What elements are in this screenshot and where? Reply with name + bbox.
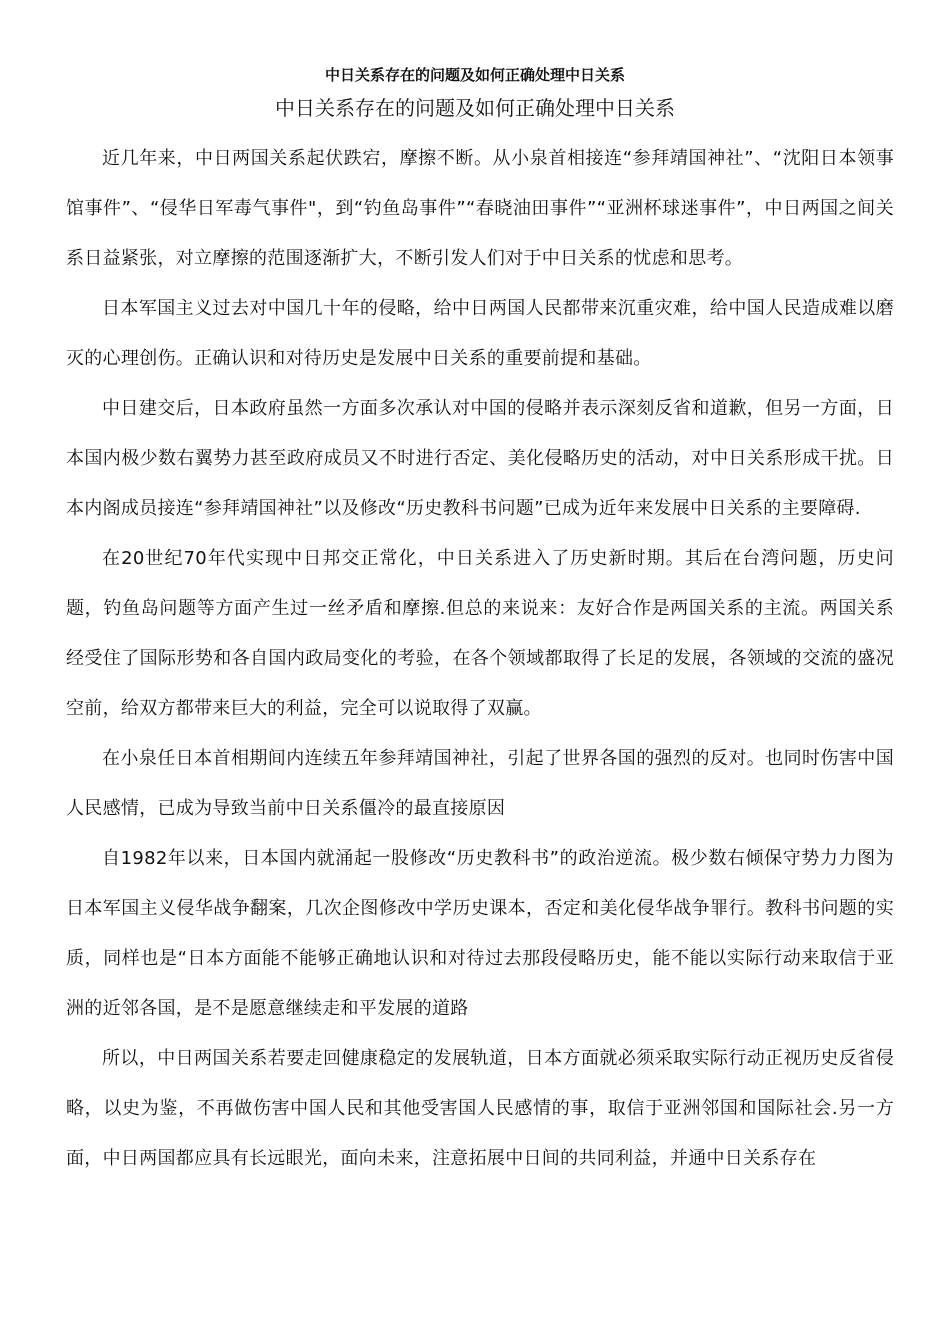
paragraph: 所以，中日两国关系若要走回健康稳定的发展轨道，日本方面就必须采取实际行动正视历史反省侵略，以史为鉴，不再做伤害中国人民和其他受害国人民感情的事，取信于亚洲邻国和国际社会.另一方面，中日两国都应具有长远眼光，面向未来，注意拓展中日间的共同利益，并通中日关系存在 <box>66 1048 894 1169</box>
document-body <box>66 134 894 1184</box>
document-title: 中日关系存在的问题及如何正确处理中日关系 <box>275 96 675 120</box>
paragraph: 近几年来，中日两国关系起伏跌宕，摩擦不断。从小泉首相接连“参拜靖国神社”、“沈阳日本领事馆事件”、“侵华日军毒气事件"，到“钓鱼岛事件”“春晓油田事件”“亚洲杯球迷事件”，中日两国之间关系日益紧张，对立摩擦的范围逐渐扩大，不断引发人们对于中日关系的忧虑和思考。 <box>66 148 894 269</box>
document-header: 中日关系存在的问题及如何正确处理中日关系 <box>324 66 625 84</box>
paragraph: 中日建交后，日本政府虽然一方面多次承认对中国的侵略并表示深刻反省和道歉，但另一方面，日本国内极少数右翼势力甚至政府成员又不时进行否定、美化侵略历史的活动，对中日关系形成干扰。日本内阁成员接连“参拜靖国神社”以及修改“历史教科书问题”已成为近年来发展中日关系的主要障碍. <box>66 398 894 519</box>
paragraph: 在20世纪70年代实现中日邦交正常化，中日关系进入了历史新时期。其后在台湾问题，历史问题，钓鱼岛问题等方面产生过一丝矛盾和摩擦.但总的来说来：友好合作是两国关系的主流。两国关系经受住了国际形势和各自国内政局变化的考验，在各个领域都取得了长足的发展，各领域的交流的盛况空前，给双方都带来巨大的利益，完全可以说取得了双赢。 <box>66 548 894 719</box>
paragraph: 自1982年以来，日本国内就涌起一股修改“历史教科书”的政治逆流。极少数右倾保守势力力图为日本军国主义侵华战争翻案，几次企图修改中学历史课本，否定和美化侵华战争罪行。教科书问题的实质，同样也是“日本方面能不能够正确地认识和对待过去那段侵略历史，能不能以实际行动来取信于亚洲的近邻各国，是不是愿意继续走和平发展的道路 <box>66 848 894 1019</box>
paragraph: 日本军国主义过去对中国几十年的侵略，给中日两国人民都带来沉重灾难，给中国人民造成难以磨灭的心理创伤。正确认识和对待历史是发展中日关系的重要前提和基础。 <box>66 298 894 369</box>
paragraph: 在小泉任日本首相期间内连续五年参拜靖国神社，引起了世界各国的强烈的反对。也同时伤害中国人民感情，已成为导致当前中日关系僵冷的最直接原因 <box>66 748 894 819</box>
